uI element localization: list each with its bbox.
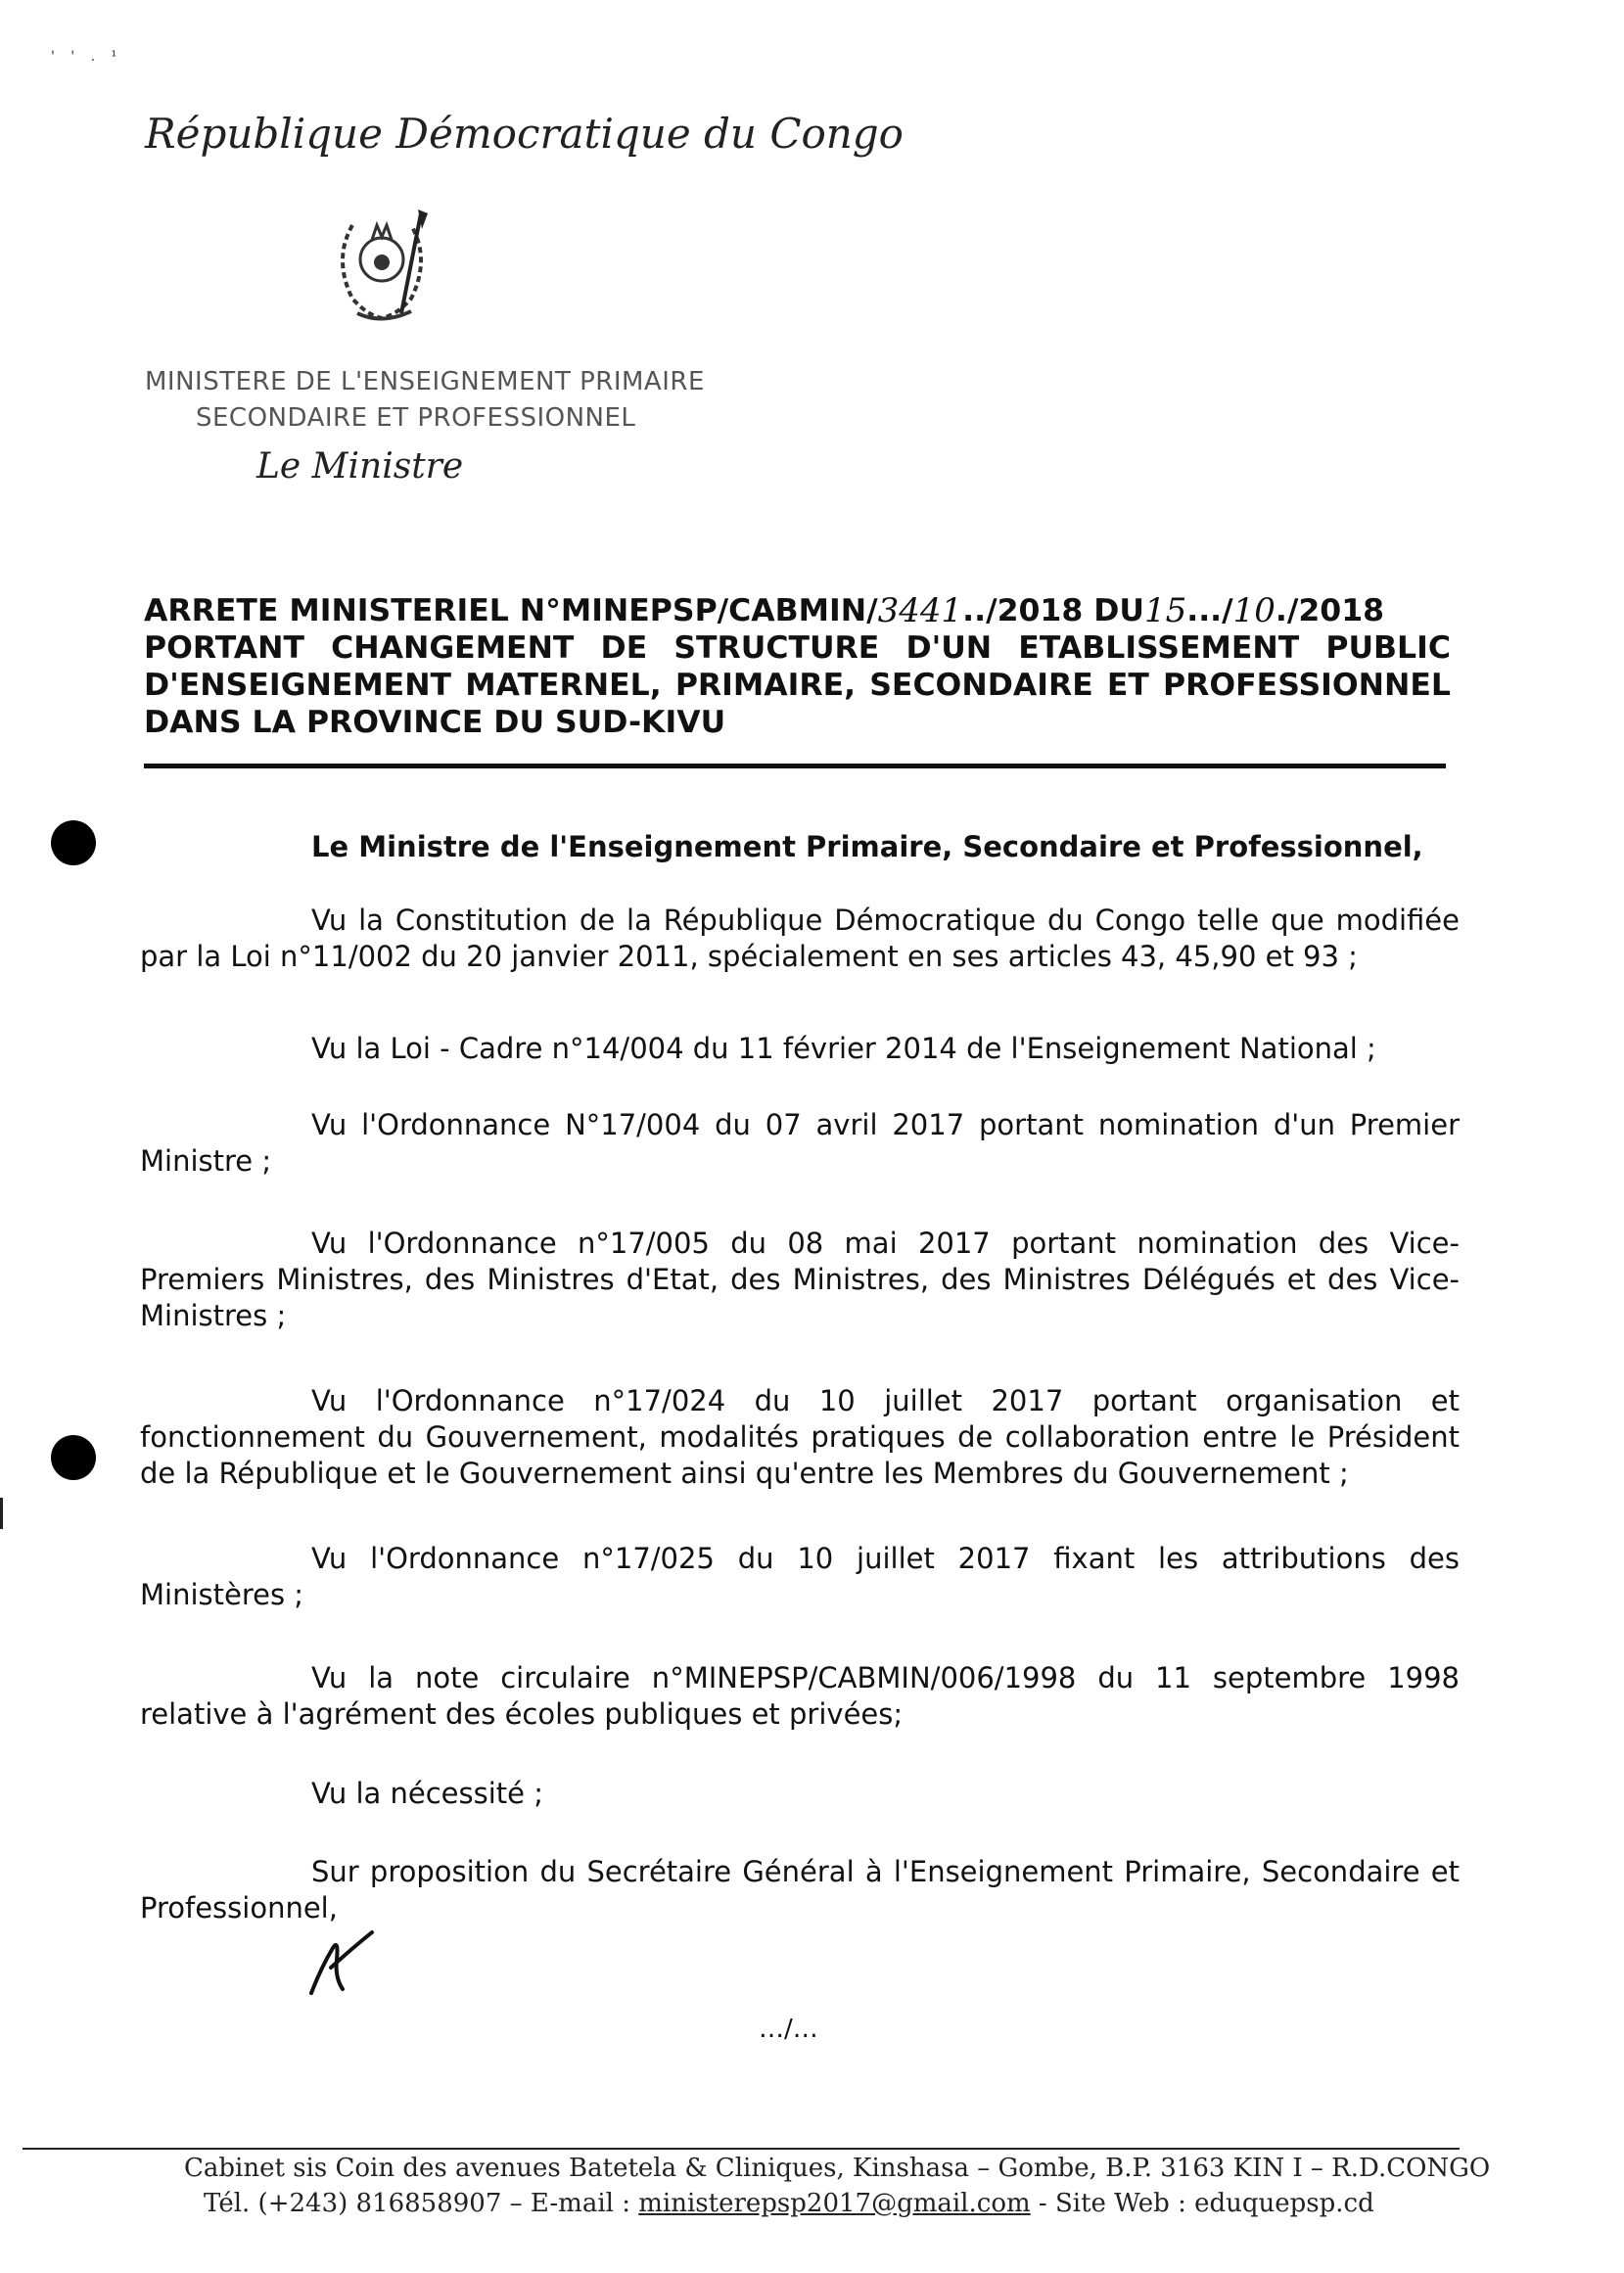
- considerant-paragraph: [140, 1031, 1460, 1067]
- ministry-name-line1: MINISTERE DE L'ENSEIGNEMENT PRIMAIRE: [145, 367, 705, 396]
- paragraph-text: Vu la Constitution de la République Démocratique du Congo telle que modifiée par la Loi n°11/002 du 20 janvier 2011, spécialement en ses articles 43, 45,90 et 93 ;: [140, 904, 1460, 973]
- footer-contact: [204, 2189, 1374, 2218]
- paragraph-text: Sur proposition du Secrétaire Général à l'Enseignement Primaire, Secondaire et Professionnel,: [140, 1855, 1460, 1925]
- paragraph-text: Vu la note circulaire n°MINEPSP/CABMIN/006/1998 du 11 septembre 1998 relative à l'agrément des écoles publiques et privées;: [140, 1661, 1460, 1731]
- title-word: PUBLIC: [1325, 630, 1451, 666]
- footer-phone: Tél. (+243) 816858907 – E-mail :: [204, 2189, 639, 2218]
- paragraph-text: Vu la nécessité ;: [311, 1777, 543, 1810]
- title-line-1: [144, 592, 1451, 629]
- handwritten-month: 10: [1232, 591, 1276, 630]
- footer-address: Cabinet sis Coin des avenues Batetela & Cliniques, Kinshasa – Gombe, B.P. 3163 KIN I – R.D.CONGO: [184, 2154, 1491, 2183]
- decree-title: [144, 592, 1451, 741]
- title-province: DANS LA PROVINCE DU SUD-KIVU: [144, 705, 726, 740]
- considerant-paragraph: [140, 1383, 1460, 1492]
- footer-website: - Site Web : eduquepsp.cd: [1030, 2189, 1374, 2218]
- title-word: MATERNEL,: [465, 668, 662, 703]
- paragraph-text: Vu l'Ordonnance n°17/024 du 10 juillet 2017 portant organisation et fonctionnement du Gouvernement, modalités pratiques de collaboration entre le Président de la République et le Gouvernement ainsi qu'entre les Membres du Gouvernement ;: [140, 1384, 1460, 1490]
- initials-signature: [303, 1928, 382, 1997]
- title-ref-prefix: ARRETE MINISTERIEL N°MINEPSP/CABMIN/: [144, 593, 878, 628]
- handwritten-decree-number: 3441: [877, 591, 963, 630]
- title-word: SECONDAIRE: [869, 668, 1093, 703]
- title-word: STRUCTURE: [673, 630, 880, 666]
- considerant-paragraph: [140, 1226, 1460, 1334]
- title-word: PROFESSIONNEL: [1163, 668, 1451, 703]
- title-word: PORTANT: [144, 630, 304, 666]
- handwritten-day: 15: [1143, 591, 1187, 630]
- title-word: DE: [600, 630, 648, 666]
- punch-hole-mark: [51, 1435, 96, 1480]
- title-word: ET: [1106, 668, 1149, 703]
- title-word: ETABLISSEMENT: [1018, 630, 1300, 666]
- minister-heading: Le Ministre de l'Enseignement Primaire, Secondaire et Professionnel,: [311, 830, 1423, 863]
- paragraph-text: Vu l'Ordonnance n°17/025 du 10 juillet 2017 fixant les attributions des Ministères ;: [140, 1542, 1460, 1611]
- title-word: CHANGEMENT: [331, 630, 575, 666]
- considerant-paragraph: [140, 1541, 1460, 1613]
- paragraph-text: Vu l'Ordonnance N°17/004 du 07 avril 2017 portant nomination d'un Premier Ministre ;: [140, 1108, 1460, 1178]
- republic-heading: République Démocratique du Congo: [145, 110, 904, 158]
- title-underline-rule: [144, 764, 1446, 768]
- title-word: D'UN: [905, 630, 993, 666]
- considerant-paragraph: [140, 1107, 1460, 1180]
- title-line-2: [144, 629, 1451, 667]
- scan-edge-mark: [0, 1498, 3, 1529]
- ministry-name-line2: SECONDAIRE ET PROFESSIONNEL: [196, 403, 636, 433]
- footer-rule: [23, 2148, 1460, 2150]
- footer-email-link[interactable]: ministerepsp2017@gmail.com: [638, 2189, 1031, 2218]
- title-word: D'ENSEIGNEMENT: [144, 668, 452, 703]
- title-date-sep: .../: [1186, 593, 1233, 628]
- title-line-4: [144, 704, 1451, 741]
- title-date-year: ./2018: [1275, 593, 1385, 628]
- paragraph-text: Vu l'Ordonnance n°17/005 du 08 mai 2017 portant nomination des Vice-Premiers Ministres, des Ministres d'Etat, des Ministres, des Ministres Délégués et des Vice-Ministres ;: [140, 1227, 1460, 1332]
- scan-specks: ' ' . ¹: [51, 49, 123, 65]
- coat-of-arms-emblem: [318, 206, 445, 328]
- considerant-paragraph: [140, 1854, 1460, 1926]
- punch-hole-mark: [51, 820, 96, 865]
- considerant-paragraph: [140, 1776, 1460, 1812]
- considerant-paragraph: [140, 1660, 1460, 1733]
- title-ref-year: ../2018 DU: [962, 593, 1144, 628]
- title-line-3: [144, 667, 1451, 704]
- title-word: PRIMAIRE,: [674, 668, 857, 703]
- paragraph-text: Vu la Loi - Cadre n°14/004 du 11 février 2014 de l'Enseignement National ;: [311, 1032, 1376, 1065]
- le-ministre-label: Le Ministre: [256, 446, 464, 487]
- page-continuation-mark: …/…: [759, 2015, 818, 2044]
- considerant-paragraph: [140, 903, 1460, 975]
